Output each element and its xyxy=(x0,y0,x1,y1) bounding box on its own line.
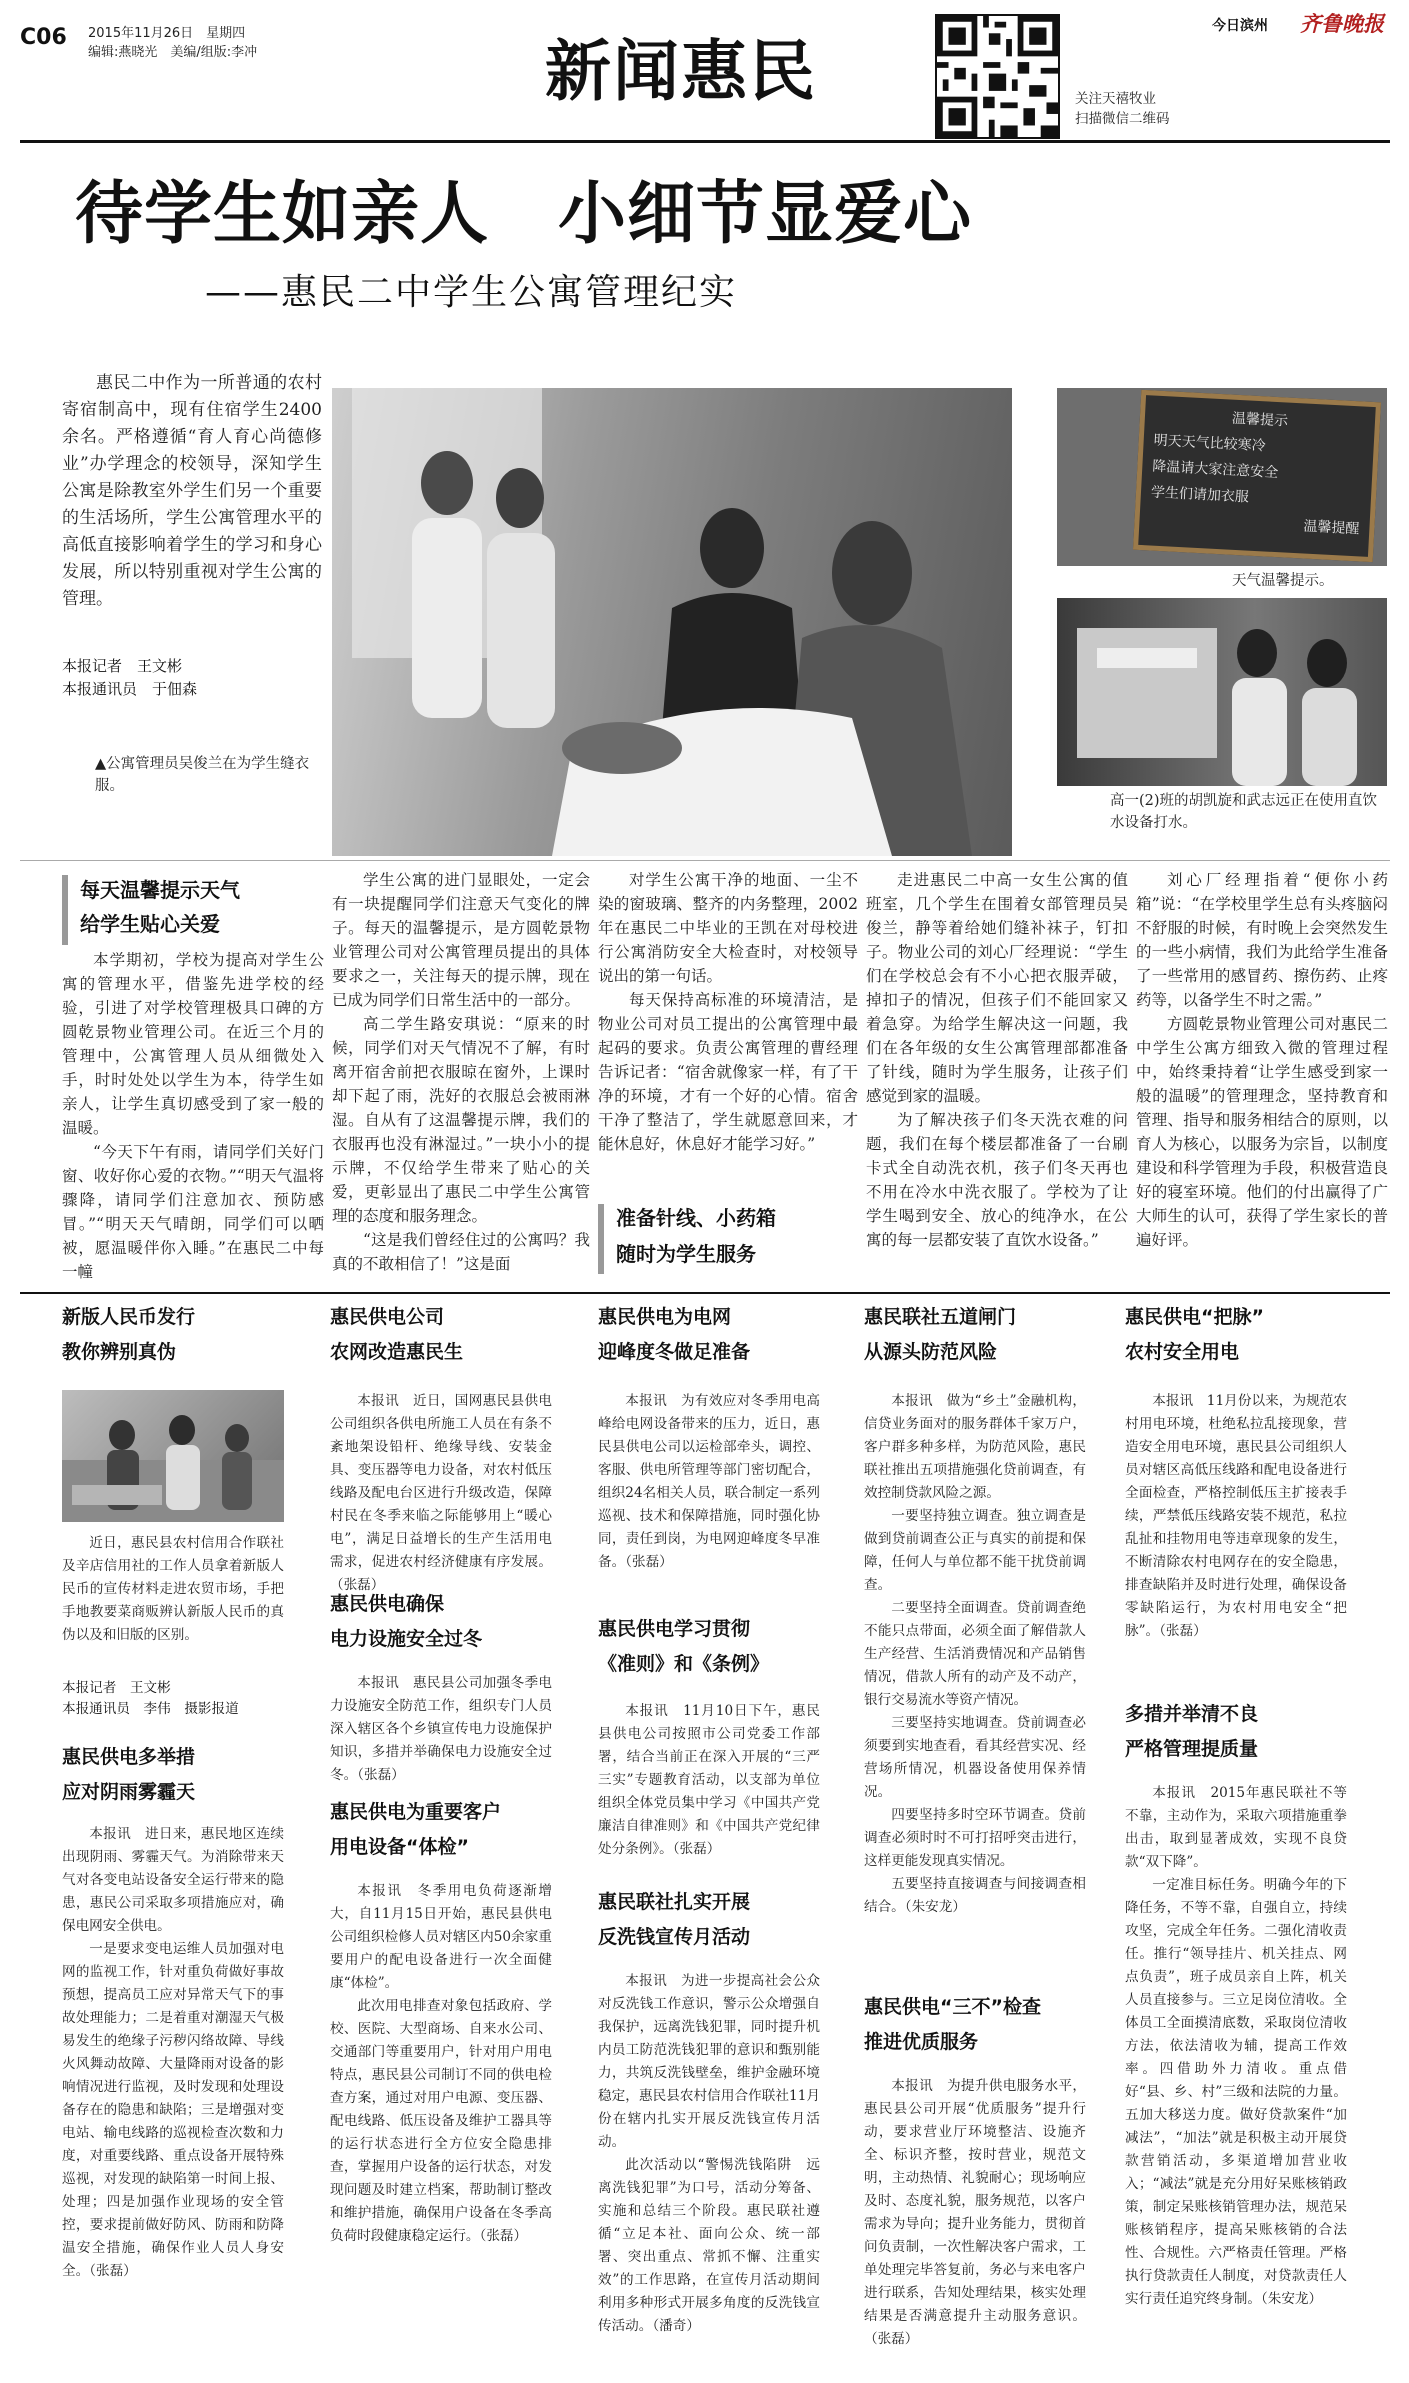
brief-6-title-1: 惠民供电为电网 xyxy=(598,1306,732,1328)
paragraph: 本报讯 冬季用电负荷逐渐增大，自11月15日开始，惠民县供电公司组织检修人员对辖区内50余家重要用户的配电设备进行一次全面健康“体检”。 xyxy=(330,1883,552,1991)
brief-1-title-1: 新版人民币发行 xyxy=(62,1306,196,1328)
feature-lead xyxy=(62,370,322,613)
brief-1-body xyxy=(62,1532,284,1647)
board-line: 温馨提示 xyxy=(1231,410,1289,430)
paragraph: 此次活动以“警惕洗钱陷阱 远离洗钱犯罪”为口号，活动分筹备、实施和总结三个阶段。惠民联社遵循“立足本社、面向公众、统一部署、突出重点、常抓不懈、注重实效”的工作思路，在宣传月活动期间利用多种形式开展多角度的反洗钱宣传活动。（潘奇） xyxy=(598,2157,820,2334)
paragraph: 三要坚持实地调查。贷前调查必须要到实地查看，看其经营实况、经营场所情况，机器设备使用保养情况。 xyxy=(864,1715,1086,1800)
notice-board-photo xyxy=(1057,388,1387,566)
sewing-scene-illustration xyxy=(332,388,1012,856)
header-rule xyxy=(20,140,1390,143)
brief-11-title-2: 农村安全用电 xyxy=(1125,1341,1240,1363)
paragraph: “这是我们曾经住过的公寓吗？我真的不敢相信了！”这是面 xyxy=(332,1231,590,1273)
paragraph: 一定准目标任务。明确今年的下降任务，不等不靠，自强自立，持续攻坚，完成全年任务。二强化清收责任。推行“领导挂片、机关挂点、网点负责”，班子成员亲自上阵，机关人员直接参与。三立足岗位清收。全体员工全面摸清底数，采取岗位清收方法，依法清收为辅，提高工作效率。四借助外力清收。重点借好“县、乡、村”三级和法院的力量。五加大移送力度。做好贷款案件“加减法”，“加法”就是积极主动开展贷款营销活动，多渠道增加营业收入；“减法”就是充分用好呆账核销政策，制定呆账核销管理办法，规范呆账核销程序，提高呆账核销的合法性、合规性。六严格责任管理。严格执行贷款责任人制度，对贷款责任人实行责任追究终身制。（朱安龙） xyxy=(1125,1877,1347,2307)
paragraph: 四要坚持多时空环节调查。贷前调查必须时时不可打招呼突击进行，这样更能发现真实情况。 xyxy=(864,1807,1086,1869)
feature-title: 待学生如亲人 小细节显爱心 xyxy=(75,175,973,254)
section-rule xyxy=(20,1292,1390,1294)
brief-7-body xyxy=(598,1700,820,1861)
subhead-bar xyxy=(598,1204,604,1274)
paragraph: 本报讯 进日来，惠民地区连续出现阴雨、雾霾天气。为消除带来天气对各变电站设备安全运行带来的隐患，惠民公司采取多项措施应对，确保电网安全供电。 xyxy=(62,1826,284,1934)
paragraph: 为了解决孩子们冬天洗衣难的问题，我们在每个楼层都准备了一台刷卡式全自动洗衣机，孩子们冬天再也不用在冷水中洗衣服了。学校为了让学生喝到安全、放心的纯净水，在公寓的每一层都安装了直饮水设备。” xyxy=(866,1111,1128,1249)
brand-prefix: 今日滨州 xyxy=(1212,18,1268,34)
brief-7-title-2: 《准则》和《条例》 xyxy=(598,1653,770,1675)
board-line: 学生们请加衣服 xyxy=(1150,484,1250,506)
subhead-bar xyxy=(62,875,68,945)
brief-2-title-2: 应对阴雨雾霾天 xyxy=(62,1781,196,1803)
water-dispenser-photo xyxy=(1057,598,1387,786)
paragraph: 本报讯 为提升供电服务水平，惠民县公司开展“优质服务”提升行动，要求营业厅环境整洁、设施齐全、标识齐整，按时营业，规范文明，主动热情、礼貌耐心；现场响应及时、态度礼貌，服务规范，以客户需求为导向；提升业务能力，贯彻首问负责制，一次性解决客户需求，工单处理完毕答复前，务必与来电客户进行联系，告知处理结果，核实处理结果是否满意提升主动服务意识。（张磊） xyxy=(864,2078,1086,2347)
qr-code-icon xyxy=(937,16,1058,137)
paragraph: 本报讯 11月份以来，为规范农村用电环境，杜绝私拉乱接现象，营造安全用电环境，惠民县公司组织人员对辖区高低压线路和配电设备进行全面检查，严格控制低压主扩接表手续，严禁低压线路安装不规范，私拉乱扯和挂物用电等违章现象的发生，不断清除农村电网存在的安全隐患，排查缺陷并及时进行处理，确保设备零缺陷运行，为农村用电安全“把脉”。（张磊） xyxy=(1125,1393,1347,1639)
brief-4-body xyxy=(330,1672,552,1787)
paragraph: 每天保持高标准的环境清洁，是物业公司对员工提出的公寓管理中最起码的要求。负责公寓管理的曹经理告诉记者：“宿舍就像家一样，有了干净的环境，才有一个好的心情。宿舍干净了整洁了，学生就愿意回来，才能休息好，休息好才能学习好。” xyxy=(598,991,858,1153)
paragraph: 本报讯 为进一步提高社会公众对反洗钱工作意识，警示公众增强自我保护，远离洗钱犯罪，同时提升机内员工防范洗钱犯罪的意识和甄别能力，共筑反洗钱壁垒，维护金融环境稳定，惠民县农村信用合作联社11月份在辖内扎实开展反洗钱宣传月活动。 xyxy=(598,1973,820,2150)
feature-divider xyxy=(20,860,1390,861)
feature-col-2 xyxy=(332,868,590,1276)
subhead-2-line1: 准备针线、小药箱 xyxy=(616,1206,776,1230)
paragraph: 方圆乾景物业管理公司对惠民二中学生公寓方细致入微的管理过程中，始终秉持着“让学生感受到家一般的温暖”的管理理念，坚持教育和管理、指导和服务相结合的原则，以育人为核心，以服务为宗旨，以制度建设和科学管理为手段，积极营造良好的寝室环境。他们的付出赢得了广大师生的认可，获得了学生家长的普遍好评。 xyxy=(1136,1015,1388,1249)
brief-8-title-1: 惠民联社扎实开展 xyxy=(598,1891,751,1913)
market-photo xyxy=(62,1390,284,1522)
feature-byline-1: 本报记者 王文彬 xyxy=(62,657,183,675)
feature-col-5 xyxy=(1136,868,1388,1252)
subhead-2-line2: 随时为学生服务 xyxy=(616,1242,756,1266)
paragraph: 本报讯 做为“乡土”金融机构，信贷业务面对的服务群体千家万户，客户群多种多样，为防范风险，惠民联社推出五项措施强化贷前调查，有效控制贷款风险之源。 xyxy=(864,1393,1086,1501)
brief-10-title-2: 推进优质服务 xyxy=(864,2031,979,2053)
brief-5-title-2: 用电设备“体检” xyxy=(330,1836,469,1858)
paragraph: 本报讯 近日，国网惠民县供电公司组织各供电所施工人员在有条不紊地架设铅杆、绝缘导线、安装金具、变压器等电力设备，对农村低压线路及配电台区进行升级改造，保障村民在冬季来临之际能够用上“暖心电”，满足日益增长的生产生活用电需求，促进农村经济健康有序发展。（张磊） xyxy=(330,1393,552,1593)
brand-logo: 齐鲁晚报 xyxy=(1300,11,1384,36)
brief-6-body xyxy=(598,1390,820,1574)
qr-code[interactable] xyxy=(935,14,1060,139)
date-line: 2015年11月26日 星期四 xyxy=(88,26,246,41)
paragraph: 近日，惠民县农村信用合作联社及辛店信用社的工作人员拿着新版人民币的宣传材料走进农贸市场，手把手地教要菜商贩辨认新版人民币的真伪以及和旧版的区别。 xyxy=(62,1535,284,1643)
brief-8-body xyxy=(598,1970,820,2338)
feature-col-4 xyxy=(866,868,1128,1252)
paragraph: 本报讯 11月10日下午，惠民县供电公司按照市公司党委工作部署，结合当前正在深入开展的“三严三实”专题教育活动，以支部为单位组织全体党员集中学习《中国共产党廉洁自律准则》和《中国共产党纪律处分条例》。（张磊） xyxy=(598,1703,820,1857)
brief-9-body xyxy=(864,1390,1086,1919)
brief-4-title-1: 惠民供电确保 xyxy=(330,1593,445,1615)
board-line: 明天天气比较寒冷 xyxy=(1153,432,1266,455)
brief-3-body xyxy=(330,1390,552,1597)
brief-3-title-2: 农网改造惠民生 xyxy=(330,1341,464,1363)
board-line: 降温请大家注意安全 xyxy=(1151,458,1279,482)
feature-subtitle: ——惠民二中学生公寓管理纪实 xyxy=(205,272,738,313)
page-number: C06 xyxy=(20,25,67,50)
brief-10-title-1: 惠民供电“三不”检查 xyxy=(864,1996,1041,2018)
brief-5-body xyxy=(330,1880,552,2248)
water-photo-caption: 高一(2)班的胡凯旋和武志远正在使用直饮水设备打水。 xyxy=(1110,793,1378,831)
paragraph: 学生公寓的进门显眼处，一定会有一块提醒同学们注意天气变化的牌子。每天的温馨提示，是方圆乾景物业管理公司对公寓管理员提出的具体要求之一，关注每天的提示牌，现在已成为同学们日常生活中的一部分。 xyxy=(332,871,590,1009)
paragraph: 本报讯 惠民县公司加强冬季电力设施安全防范工作，组织专门人员深入辖区各个乡镇宣传电力设施保护知识，多措并举确保电力设施安全过冬。（张磊） xyxy=(330,1675,552,1783)
lead-paragraph: 惠民二中作为一所普通的农村寄宿制高中，现有住宿学生2400余名。严格遵循“育人育心尚德修业”办学理念的校领导，深知学生公寓是除教室外学生们另一个重要的生活场所，学生公寓管理水平的高低直接影响着学生的学习和身心发展，所以特别重视对学生公寓的管理。 xyxy=(62,373,322,609)
notice-board xyxy=(1133,390,1381,562)
board-line: 温馨提醒 xyxy=(1303,518,1360,538)
editors-line: 编辑:燕晓光 美编/组版:李冲 xyxy=(88,45,258,60)
feature-col-1 xyxy=(62,948,324,1284)
main-photo xyxy=(332,388,1012,856)
feature-byline-2: 本报通讯员 于佃森 xyxy=(62,680,198,698)
section-title: 新闻惠民 xyxy=(545,32,817,110)
main-photo-caption: ▲公寓管理员吴俊兰在为学生缝衣服。 xyxy=(95,756,310,794)
paragraph: 刘心厂经理指着“便你小药箱”说：“在学校里学生总有头疼脑闷不舒服的时候，有时晚上会突然发生的一些小病情，我们为此给学生准备了一些常用的感冒药、擦伤药、止疼药等，以备学生不时之需。” xyxy=(1136,871,1388,1009)
qr-caption-2: 扫描微信二维码 xyxy=(1075,111,1170,127)
brief-9-title-2: 从源头防范风险 xyxy=(864,1341,998,1363)
brief-11-body xyxy=(1125,1390,1347,1643)
paragraph: 此次用电排查对象包括政府、学校、医院、大型商场、自来水公司、交通部门等重要用户，针对用户用电特点，惠民县公司制订不同的供电检查方案，通过对用户电源、变压器、配电线路、低压设备及维护工器具等的运行状态进行全方位安全隐患排查，掌握用户设备的运行状态，对发现问题及时建立档案，帮助制订整改和维护措施，确保用户设备在冬季高负荷时段健康稳定运行。（张磊） xyxy=(330,1998,552,2244)
paragraph: “今天下午有雨，请同学们关好门窗、收好你心爱的衣物。”“明天气温将骤降，请同学们注意加衣、预防感冒。”“明天天气晴朗，同学们可以晒被，愿温暖伴你入睡。”在惠民二中每一幢 xyxy=(62,1143,324,1281)
paragraph: 对学生公寓干净的地面、一尘不染的窗玻璃、整齐的内务整理，2002年在惠民二中毕业的王凯在对母校进行公寓消防安全大检查时，对校领导说出的第一句话。 xyxy=(598,871,858,985)
brief-5-title-1: 惠民供电为重要客户 xyxy=(330,1801,502,1823)
brief-12-title-1: 多措并举清不良 xyxy=(1125,1703,1259,1725)
brief-8-title-2: 反洗钱宣传月活动 xyxy=(598,1926,751,1948)
brief-11-title-1: 惠民供电“把脉” xyxy=(1125,1306,1264,1328)
brief-9-title-1: 惠民联社五道闸门 xyxy=(864,1306,1017,1328)
brief-12-title-2: 严格管理提质量 xyxy=(1125,1738,1259,1760)
brief-4-title-2: 电力设施安全过冬 xyxy=(330,1628,483,1650)
paragraph: 一是要求变电运维人员加强对电网的监视工作，针对重负荷做好事故预想，提高员工应对异常天气下的事故处理能力；二是着重对潮湿天气极易发生的绝缘子污秽闪络故障、导线火风舞动故障、大量降雨对设备的影响情况进行监视，及时发现和处理设备存在的隐患和缺陷；三是增强对变电站、输电线路的巡视检查次数和力度，对重要线路、重点设备开展特殊巡视，对发现的缺陷第一时间上报、处理；四是加强作业现场的安全管控，要求提前做好防风、防雨和防降温安全措施，确保作业人员人身安全。（张磊） xyxy=(62,1941,284,2279)
brief-1-title-2: 教你辨别真伪 xyxy=(62,1341,177,1363)
paragraph: 本报讯 为有效应对冬季用电高峰给电网设备带来的压力，近日，惠民县供电公司以运检部牵头，调控、客服、供电所管理等部门密切配合，组织24名相关人员，联合制定一系列巡视、技术和保障措施，同时强化协同，责任到岗，为电网迎峰度冬早准备。（张磊） xyxy=(598,1393,820,1570)
brief-10-body xyxy=(864,2075,1086,2351)
paragraph: 本报讯 2015年惠民联社不等不靠，主动作为，采取六项措施重拳出击，取到显著成效，实现不良贷款“双下降”。 xyxy=(1125,1785,1347,1870)
subhead-1-line1: 每天温馨提示天气 xyxy=(80,878,240,902)
brief-1-byline-1: 本报记者 王文彬 xyxy=(62,1680,171,1696)
brief-1-byline-2: 本报通讯员 李伟 摄影报道 xyxy=(62,1701,239,1717)
brief-2-body xyxy=(62,1823,284,2283)
students-water-illustration xyxy=(1057,598,1387,786)
brief-6-title-2: 迎峰度冬做足准备 xyxy=(598,1341,751,1363)
paragraph: 高二学生路安琪说：“原来的时候，同学们对天气情况不了解，有时离开宿舍前把衣服晾在窗外，上课时却下起了雨，洗好的衣服总会被雨淋湿。自从有了这温馨提示牌，我们的衣服再也没有淋湿过。”一块小小的提示牌，不仅给学生带来了贴心的关爱，更彰显出了惠民二中学生公寓管理的态度和服务理念。 xyxy=(332,1015,590,1225)
brief-3-title-1: 惠民供电公司 xyxy=(330,1306,445,1328)
feature-col-3 xyxy=(598,868,858,1156)
brief-2-title-1: 惠民供电多举措 xyxy=(62,1746,196,1768)
paragraph: 本学期初，学校为提高对学生公寓的管理水平，借鉴先进学校的经验，引进了对学校管理极具口碑的方圆乾景物业管理公司。在近三个月的管理中，公寓管理人员从细微处入手，时时处处以学生为本，待学生如亲人，让学生真切感受到了家一般的温暖。 xyxy=(62,951,324,1137)
paragraph: 五要坚持直接调查与间接调查相结合。（朱安龙） xyxy=(864,1876,1086,1915)
qr-caption-1: 关注天禧牧业 xyxy=(1075,91,1156,107)
brief-12-body xyxy=(1125,1782,1347,2311)
market-scene-illustration xyxy=(62,1390,284,1522)
paragraph: 二要坚持全面调查。贷前调查绝不能只点带面，必须全面了解借款人生产经营、生活消费情况和产品销售情况，借款人所有的动产及不动产，银行交易流水等资产情况。 xyxy=(864,1600,1086,1708)
notice-photo-caption: 天气温馨提示。 xyxy=(1232,573,1334,589)
paragraph: 一要坚持独立调查。独立调查是做到贷前调查公正与真实的前提和保障，任何人与单位都不能干扰贷前调查。 xyxy=(864,1508,1086,1593)
brief-7-title-1: 惠民供电学习贯彻 xyxy=(598,1618,751,1640)
paragraph: 走进惠民二中高一女生公寓的值班室，几个学生在围着女部管理员吴俊兰，静等着给她们缝补袜子，钉扣子。物业公司的刘心厂经理说：“学生们在学校总会有不小心把衣服弄破，掉扣子的情况，但孩子们不能回家又着急穿。为给学生解决这一问题，我们在各年级的女生公寓管理部都准备了针线，随时为学生服务，让孩子们感觉到家的温暖。 xyxy=(866,871,1128,1105)
subhead-1-line2: 给学生贴心关爱 xyxy=(80,912,220,936)
